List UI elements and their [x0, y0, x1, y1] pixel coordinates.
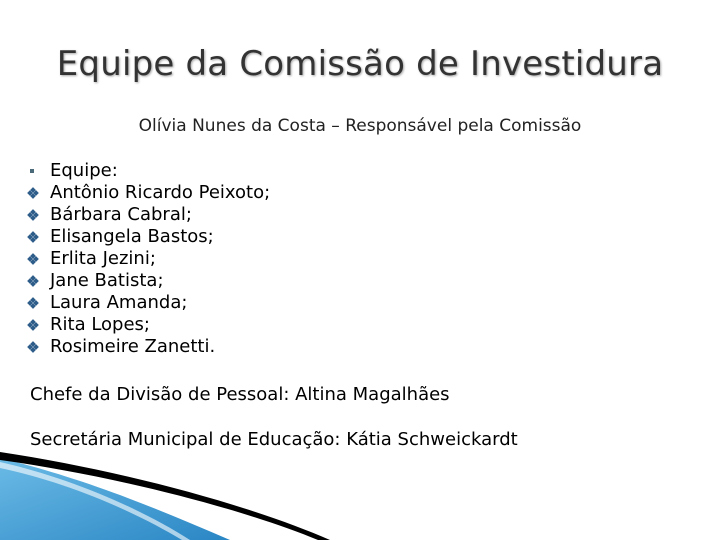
member-name: Jane Batista; — [50, 270, 164, 291]
team-heading: Equipe: — [50, 160, 118, 181]
slide-title: Equipe da Comissão de Investidura — [56, 44, 664, 84]
member-name: Laura Amanda; — [50, 292, 188, 313]
member-name: Elisangela Bastos; — [50, 226, 214, 247]
chefe-divisao-text: Chefe da Divisão de Pessoal: Altina Magalhães — [30, 384, 450, 405]
member-name: Erlita Jezini; — [50, 248, 156, 269]
secretaria-text: Secretária Municipal de Educação: Kátia Schweickardt — [30, 429, 518, 450]
member-name: Bárbara Cabral; — [50, 204, 192, 225]
member-name: Antônio Ricardo Peixoto; — [50, 182, 271, 203]
member-name: Rita Lopes; — [50, 314, 150, 335]
slide-subtitle: Olívia Nunes da Costa – Responsável pela Comissão — [138, 116, 582, 136]
member-name: Rosimeire Zanetti. — [50, 336, 216, 357]
